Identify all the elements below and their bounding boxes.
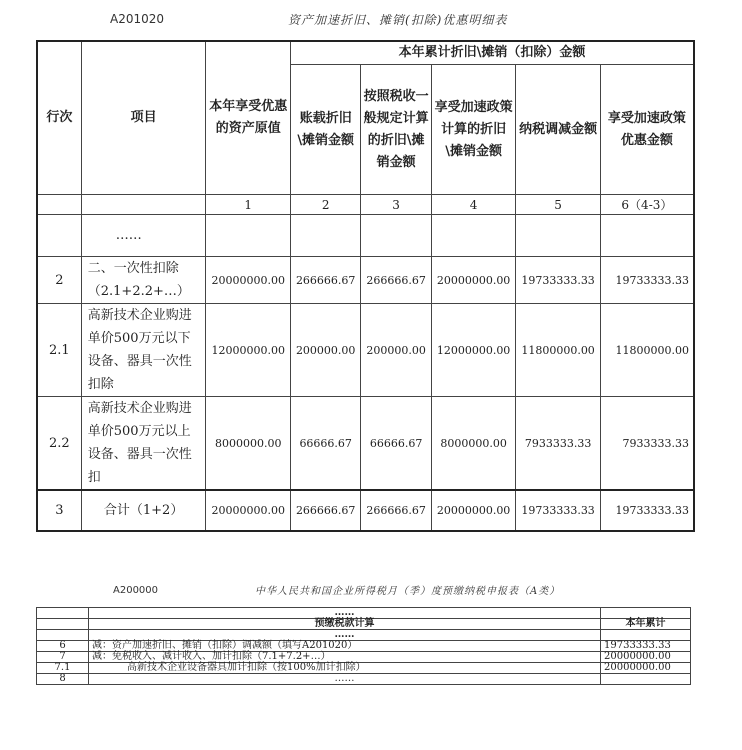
prepayment-tax-table bbox=[36, 607, 691, 685]
table-row bbox=[37, 257, 694, 304]
form-code-a200000: A200000 bbox=[113, 585, 159, 596]
row-value: 19733333.33 bbox=[516, 490, 601, 531]
row-value: 200000.00 bbox=[361, 304, 431, 397]
row-value: 20000000.00 bbox=[601, 652, 691, 663]
row-value: 12000000.00 bbox=[431, 304, 516, 397]
row-value: 7933333.33 bbox=[600, 397, 694, 491]
row-value: 66666.67 bbox=[361, 397, 431, 491]
row-no: 7 bbox=[37, 652, 89, 663]
row-value: 20000000.00 bbox=[431, 490, 516, 531]
row-value: 19733333.33 bbox=[516, 257, 601, 304]
row-value: 20000000.00 bbox=[601, 663, 691, 674]
form-title-a201020: 资产加速折旧、摊销(扣除)优惠明细表 bbox=[288, 13, 508, 27]
header-accelerated: 享受加速政策计算的折旧\摊销金额 bbox=[431, 65, 516, 195]
row-item: 高新技术企业设备器具加计扣除（按100%加计扣除） bbox=[89, 663, 601, 674]
row-item: 减：资产加速折旧、摊销（扣除）调减额（填写A201020） bbox=[89, 641, 601, 652]
row-value: 8000000.00 bbox=[206, 397, 291, 491]
row-no: 7.1 bbox=[37, 663, 89, 674]
col-number: 6（4-3） bbox=[600, 195, 694, 215]
row-value: 266666.67 bbox=[361, 490, 431, 531]
row-value: 11800000.00 bbox=[600, 304, 694, 397]
row-item: …… bbox=[89, 674, 601, 685]
row-value: 20000000.00 bbox=[431, 257, 516, 304]
row-value: 8000000.00 bbox=[431, 397, 516, 491]
table-row bbox=[37, 674, 691, 685]
row-value: 11800000.00 bbox=[516, 304, 601, 397]
ellipsis-cell: …… bbox=[89, 630, 601, 641]
row-value: 19733333.33 bbox=[601, 641, 691, 652]
row-value: 20000000.00 bbox=[206, 490, 291, 531]
row-item: 减：免税收入、减计收入、加计扣除（7.1+7.2+…） bbox=[89, 652, 601, 663]
row-item: 高新技术企业购进单价500万元以下设备、器具一次性扣除 bbox=[81, 304, 206, 397]
row-value: 19733333.33 bbox=[600, 257, 694, 304]
header-item: 项目 bbox=[81, 41, 206, 195]
header-benefit: 享受加速政策优惠金额 bbox=[600, 65, 694, 195]
header-tax-general: 按照税收一般规定计算的折旧\摊销金额 bbox=[361, 65, 431, 195]
ellipsis-cell: …… bbox=[81, 215, 206, 257]
header-group: 本年累计折旧\摊销（扣除）金额 bbox=[290, 41, 694, 65]
form-code-a201020: A201020 bbox=[110, 12, 165, 26]
row-value: 7933333.33 bbox=[516, 397, 601, 491]
row-item: 合计（1+2） bbox=[81, 490, 206, 531]
row-value: 19733333.33 bbox=[600, 490, 694, 531]
table-row bbox=[37, 397, 694, 491]
row-no: 8 bbox=[37, 674, 89, 685]
table-row bbox=[37, 663, 691, 674]
row-value: 266666.67 bbox=[361, 257, 431, 304]
row-item: 二、一次性扣除（2.1+2.2+…） bbox=[81, 257, 206, 304]
col-number: 3 bbox=[361, 195, 431, 215]
table-row bbox=[37, 652, 691, 663]
row-no: 6 bbox=[37, 641, 89, 652]
row-no: 2.2 bbox=[37, 397, 81, 491]
row-value: 20000000.00 bbox=[206, 257, 291, 304]
row-value: 12000000.00 bbox=[206, 304, 291, 397]
form-title-a200000: 中华人民共和国企业所得税月（季）度预缴纳税申报表（A类） bbox=[255, 586, 561, 597]
header-row-no: 行次 bbox=[37, 41, 81, 195]
col-number: 1 bbox=[206, 195, 291, 215]
row-value: 200000.00 bbox=[290, 304, 360, 397]
row-item: 高新技术企业购进单价500万元以上设备、器具一次性扣 bbox=[81, 397, 206, 491]
col-number: 4 bbox=[431, 195, 516, 215]
row-value: 266666.67 bbox=[290, 257, 360, 304]
section-title: 预缴税款计算 bbox=[89, 619, 601, 630]
table-row bbox=[37, 304, 694, 397]
table-row bbox=[37, 641, 691, 652]
col-number: 5 bbox=[516, 195, 601, 215]
header-ytd: 本年累计 bbox=[601, 619, 691, 630]
header-adjust: 纳税调减金额 bbox=[516, 65, 601, 195]
row-no: 3 bbox=[37, 490, 81, 531]
row-no: 2 bbox=[37, 257, 81, 304]
header-book-amount: 账载折旧\摊销金额 bbox=[290, 65, 360, 195]
row-value: 266666.67 bbox=[290, 490, 360, 531]
col-number: 2 bbox=[290, 195, 360, 215]
row-no: 2.1 bbox=[37, 304, 81, 397]
table-row-total bbox=[37, 490, 694, 531]
header-original-value: 本年享受优惠的资产原值 bbox=[206, 41, 291, 195]
ellipsis-cell: …… bbox=[89, 608, 601, 619]
row-value bbox=[601, 674, 691, 685]
row-value: 66666.67 bbox=[290, 397, 360, 491]
accelerated-depreciation-table bbox=[36, 40, 695, 532]
